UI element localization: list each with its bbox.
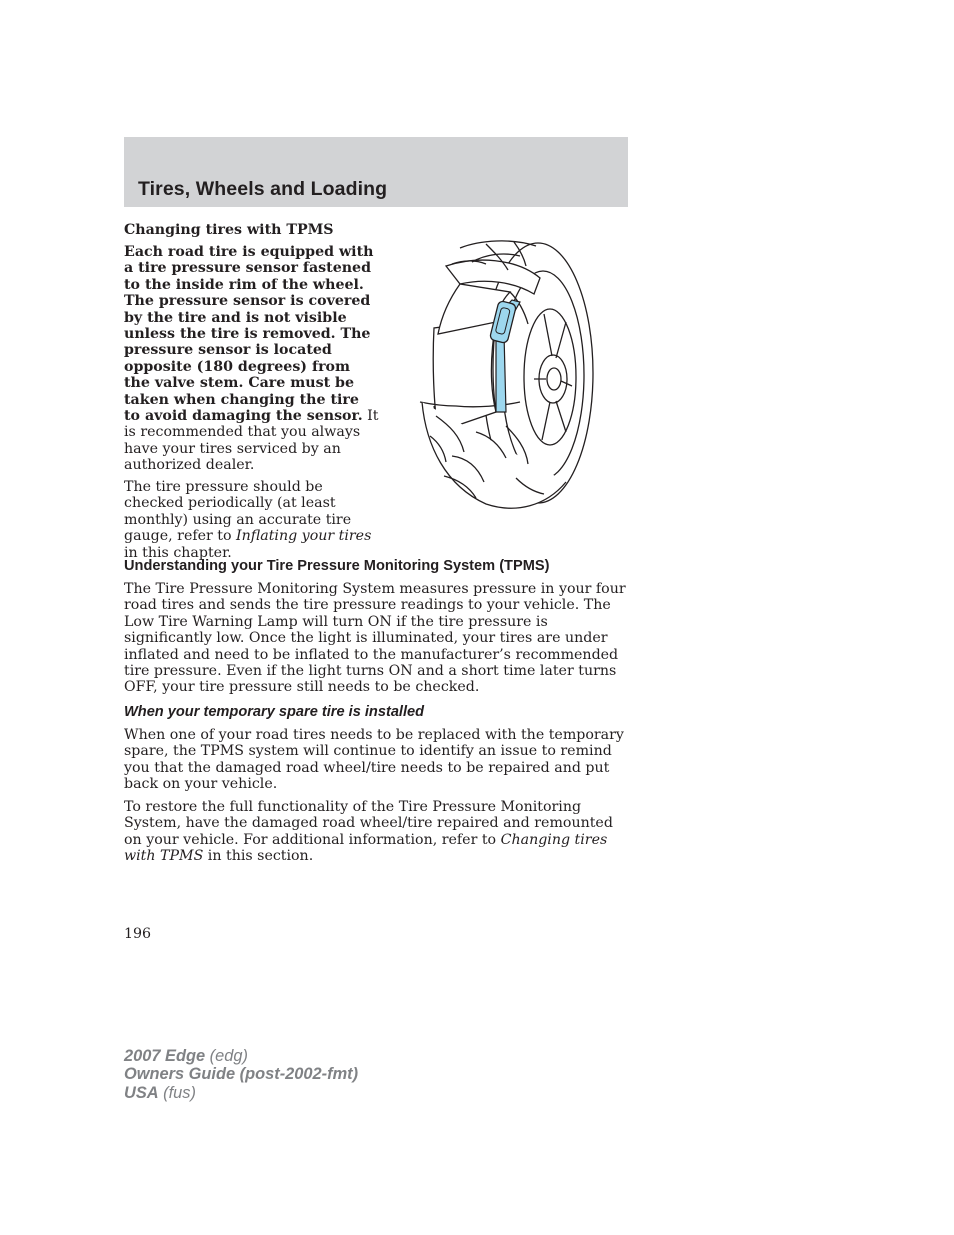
footer-line-model bbox=[124, 1047, 358, 1065]
tpms-warning-bold: Each road tire is equipped with a tire pressure sensor fastened to the inside rim of the wheel. The pressure sensor is covered by the tire and is not visible unless the tire is removed. The pressure sensor is located opposite (180 degrees) from the valve stem. Care must be taken when changing the tire to avoid damaging the sensor. bbox=[124, 244, 374, 425]
pressure-check-text: The tire pressure should be checked periodically (at least monthly) using an accurate tire gauge, refer to bbox=[124, 479, 352, 545]
spare-tire-body: When one of your road tires needs to be replaced with the temporary spare, the TPMS system will continue to identify an issue to remind you that the damaged road wheel/tire needs to be repaired and put back on your vehicle. bbox=[124, 727, 624, 793]
tpms-body: The Tire Pressure Monitoring System measures pressure in your four road tires and sends the tire pressure readings to your vehicle. The Low Tire Warning Lamp will turn ON if the tire pressure is significantly low. Once the light is illuminated, your tires are under inflated and need to be inflated to the manufacturer’s recommended tire pressure. Even if the light turns ON and a short time later turns OFF, your tire pressure still needs to be checked. bbox=[124, 581, 626, 696]
page-number: 196 bbox=[124, 926, 152, 942]
tpms-warning-paragraph bbox=[124, 244, 379, 474]
footer-model: 2007 Edge bbox=[124, 1047, 206, 1065]
inflating-tires-reference: Inflating your tires bbox=[236, 528, 372, 545]
section-header-band bbox=[124, 137, 628, 207]
footer-guide: Owners Guide (post-2002-fmt) bbox=[124, 1065, 359, 1084]
pressure-check-tail: in this chapter. bbox=[124, 544, 232, 561]
tire-sensor-illustration bbox=[416, 236, 596, 514]
footer-line-market bbox=[124, 1084, 358, 1102]
restore-tail: in this section. bbox=[203, 848, 314, 865]
document-footer bbox=[124, 1047, 358, 1102]
footer-market: USA bbox=[124, 1083, 159, 1102]
restore-functionality-paragraph bbox=[124, 799, 632, 865]
footer-line-guide bbox=[124, 1065, 358, 1083]
pressure-check-paragraph bbox=[124, 479, 379, 561]
tpms-warning-rest: It is recommended that you always have your tires serviced by an authorized dealer. bbox=[124, 408, 379, 474]
tpms-heading: Understanding your Tire Pressure Monitoring System (TPMS) bbox=[124, 558, 550, 574]
spare-tire-heading: When your temporary spare tire is installed bbox=[124, 704, 425, 720]
footer-model-code: (edg) bbox=[205, 1047, 248, 1065]
restore-text: To restore the full functionality of the Tire Pressure Monitoring System, have the damaged road wheel/tire repaired and remounted on your vehicle. For additional information, refer to bbox=[124, 799, 613, 848]
footer-market-code: (fus) bbox=[158, 1083, 196, 1102]
section-title: Tires, Wheels and Loading bbox=[138, 178, 388, 200]
changing-tires-heading: Changing tires with TPMS bbox=[124, 222, 334, 238]
changing-tires-reference: Changing tires with TPMS bbox=[124, 831, 608, 865]
